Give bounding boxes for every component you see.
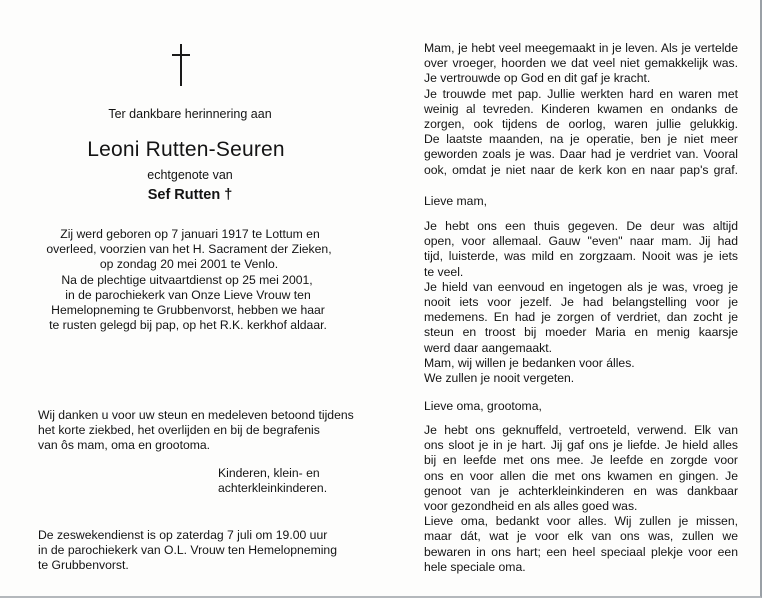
paragraph-line: Je hield van eenvoud en ingetogen als je was, vroeg je [424,279,738,294]
paragraph-line: voor gezondheid en als alles goed was. [424,499,638,514]
deceased-name: Leoni Rutten-Seuren [87,138,285,161]
paragraph-line: Mam, je hebt veel meegemaakt in je leven. Als je vertelde [424,41,738,55]
signature-line: achterkleinkinderen. [218,481,328,495]
paragraph-line: De laatste maanden, na je operatie, ben je niet meer [424,132,738,147]
paragraph-line: maar dát, wat je voor elk van ons was, zullen we [424,529,738,544]
paragraph-line: tijd, luisterde, was mild en zorgzaam. Nooit was je iets [424,249,738,264]
paragraph-line: Je vertrouwde op God en dit gaf je kracht. [424,71,651,86]
paragraph-line: bewaren in ons hart; een heel speciaal plekje voor een [424,544,738,559]
paragraph-line: ons sloot je in je hart. Jij gaf ons je liefde. Je hield alles [424,438,738,453]
greeting-oma: Lieve oma, grootoma, [424,399,542,413]
intro-text: Ter dankbare herinnering aan [108,107,272,121]
spouse-label: echtgenote van [147,168,233,182]
paragraph-line: te veel. [424,264,464,279]
service-line: in de parochiekerk van O.L. Vrouw ten Hemelopneming [38,543,337,557]
details-line: overleed, voorzien van het H. Sacrament der Zieken, [46,242,332,256]
paragraph-line: ons en voor allen die met ons kwamen en gingen. Je [424,468,738,483]
spouse-name: Sef Rutten † [147,187,233,203]
service-line: De zeswekendienst is op zaterdag 7 juli om 19.00 uur [38,528,328,542]
paragraph-line: genoot van je achterkleinkinderen en was dankbaar [424,483,738,498]
paragraph-line: geworden zoals je was. Daar had je verdriet van. Vooral [424,147,738,162]
paragraph-line: weinig al tevreden. Kinderen kwamen en ondanks de [424,101,738,116]
paragraph-line: Je trouwde met pap. Jullie werkten hard en waren met [424,86,738,101]
details-line: op zondag 20 mei 2001 te Venlo. [99,257,279,271]
paragraph-line: open, voor allemaal. Gauw "even" naar mam. Jij had [424,234,738,249]
details-line: Na de plechtige uitvaartdienst op 25 mei 2001, [61,273,313,287]
paragraph-line: hele speciale oma. [424,559,526,574]
paragraph-line: bij en leefde met ons mee. Je leefde en zorgde voor [424,453,738,468]
paragraph-line: nooit iets voor jezelf. Je had belangstelling voor je [424,295,738,310]
thanks-line: van ôs mam, oma en grootoma. [38,438,211,452]
right-page [380,0,762,598]
details-line: in de parochiekerk van Onze Lieve Vrouw ten [65,288,311,302]
cross-icon [170,44,192,86]
details-line: Hemelopneming te Grubbenvorst, hebben we haar [51,303,325,317]
oma-paragraph [424,423,738,575]
thanks-line: Wij danken u voor uw steun en medeleven betoond tijdens [38,408,354,422]
paragraph-line: ook, omdat je niet naar de kerk kon en naar pap's graf. [424,162,738,177]
paragraph-line: steun en troost bij moeder Maria en menig kaarsje [424,325,738,340]
paragraph-line: Je hebt ons geknuffeld, vertroeteld, verwend. Elk van [424,423,738,437]
paragraph-line: medemens. En had je zorgen of verdriet, dan zocht je [424,310,738,325]
life-paragraph [424,41,738,178]
mam-paragraph [424,219,738,386]
paragraph-line: werd daar aangemaakt. [424,340,553,355]
greeting-mam: Lieve mam, [424,194,487,208]
signature-line: Kinderen, klein- en [218,466,320,480]
paragraph-line: We zullen je nooit vergeten. [424,371,575,386]
details-line: Zij werd geboren op 7 januari 1917 te Lottum en [60,227,320,241]
paragraph-line: Lieve oma, bedankt voor alles. Wij zullen je missen, [424,514,738,529]
service-line: te Grubbenvorst. [38,558,129,572]
paragraph-line: zorgen, ook tijdens de oorlog, waren jullie gelukkig. [424,117,738,132]
paragraph-line: over vroeger, hoorden we dat veel niet gemakkelijk was. [424,56,738,71]
paragraph-line: Mam, wij willen je bedanken voor álles. [424,355,635,370]
paragraph-line: Je hebt ons een thuis gegeven. De deur was altijd [424,219,738,233]
details-line: te rusten gelegd bij pap, op het R.K. kerkhof aldaar. [49,318,327,332]
left-page [0,0,380,598]
thanks-line: het korte ziekbed, het overlijden en bij de begrafenis [38,423,320,437]
